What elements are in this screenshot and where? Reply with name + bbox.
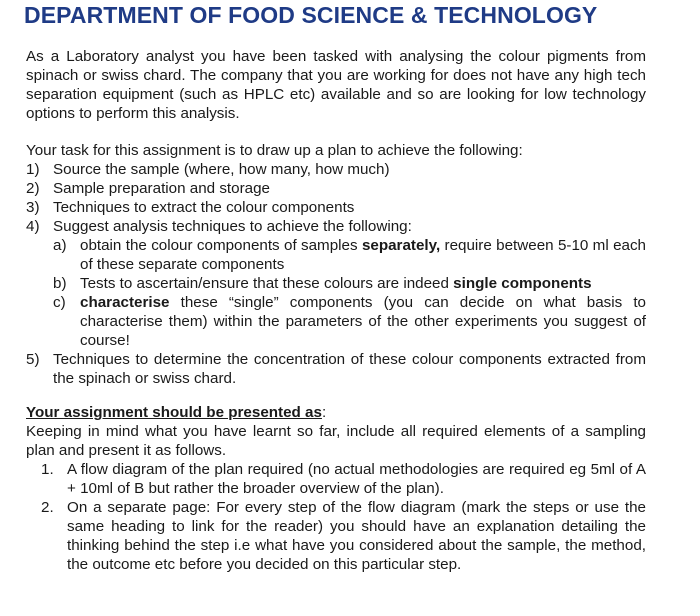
task-text: Source the sample (where, how many, how much) (53, 161, 390, 178)
subtask-item (53, 293, 646, 350)
task-text: Techniques to extract the colour components (53, 199, 355, 216)
task-list (26, 160, 646, 388)
task-item (26, 179, 646, 198)
task-item (26, 350, 646, 388)
subtask-emphasis: separately, (361, 237, 441, 254)
task-item (26, 160, 646, 179)
subtask-letter: a) (53, 237, 67, 254)
task-text: Suggest analysis techniques to achieve the following: (53, 218, 412, 235)
subtask-letter: b) (53, 275, 67, 292)
task-intro: Your task for this assignment is to draw up a plan to achieve the following: (26, 142, 523, 159)
subtask-emphasis: single components (453, 275, 592, 292)
subtask-item (53, 236, 646, 274)
subtask-emphasis: characterise (80, 294, 170, 311)
presentation-intro: Keeping in mind what you have learnt so far, include all required elements of a sampling plan and present it as follows. (26, 423, 646, 459)
task-number: 2) (26, 180, 40, 197)
task-text: Techniques to determine the concentration of these colour components extracted from the spinach or swiss chard. (53, 351, 646, 387)
presentation-list (41, 460, 646, 574)
subtask-text: require between 5-10 ml each of these separate components (80, 237, 646, 273)
presentation-text: On a separate page: For every step of the flow diagram (mark the steps or use the same heading to link for the reader) you should have an explanation detailing the thinking behind the step i.e what have you considered about the sample, the method, the outcome etc before you decided on this particular step. (67, 499, 646, 573)
presentation-item (41, 460, 646, 498)
subtask-text: Tests to ascertain/ensure that these colours are indeed (80, 275, 454, 292)
subtask-item (53, 274, 646, 293)
subtask-letter: c) (53, 294, 66, 311)
task-text: Sample preparation and storage (53, 180, 270, 197)
department-title: DEPARTMENT OF FOOD SCIENCE & TECHNOLOGY (24, 2, 598, 28)
task-number: 4) (26, 218, 40, 235)
intro-paragraph: As a Laboratory analyst you have been tasked with analysing the colour pigments from spinach or swiss chard. The company that you are working for does not have any high tech separation equipment (such as HPLC etc) available and so are looking for low technology options to perform this analysis. (26, 48, 646, 122)
task-item (26, 198, 646, 217)
task-number: 1) (26, 161, 40, 178)
presentation-text: A flow diagram of the plan required (no actual methodologies are required eg 5ml of A + 10ml of B but rather the broader overview of the plan). (67, 461, 646, 497)
presentation-heading: Your assignment should be presented as (26, 404, 322, 421)
presentation-number: 1. (41, 461, 54, 478)
subtask-text: obtain the colour components of samples (80, 237, 362, 254)
presentation-heading-line (26, 403, 326, 422)
task-item (26, 217, 646, 350)
task-number: 5) (26, 351, 40, 368)
presentation-item (41, 498, 646, 574)
presentation-number: 2. (41, 499, 54, 516)
presentation-heading-colon: : (321, 404, 327, 421)
subtask-text: these “single” components (you can decide on what basis to characterise them) within the parameters of the other experiments you suggest of course! (80, 294, 646, 349)
subtask-list (53, 236, 646, 350)
task-number: 3) (26, 199, 40, 216)
